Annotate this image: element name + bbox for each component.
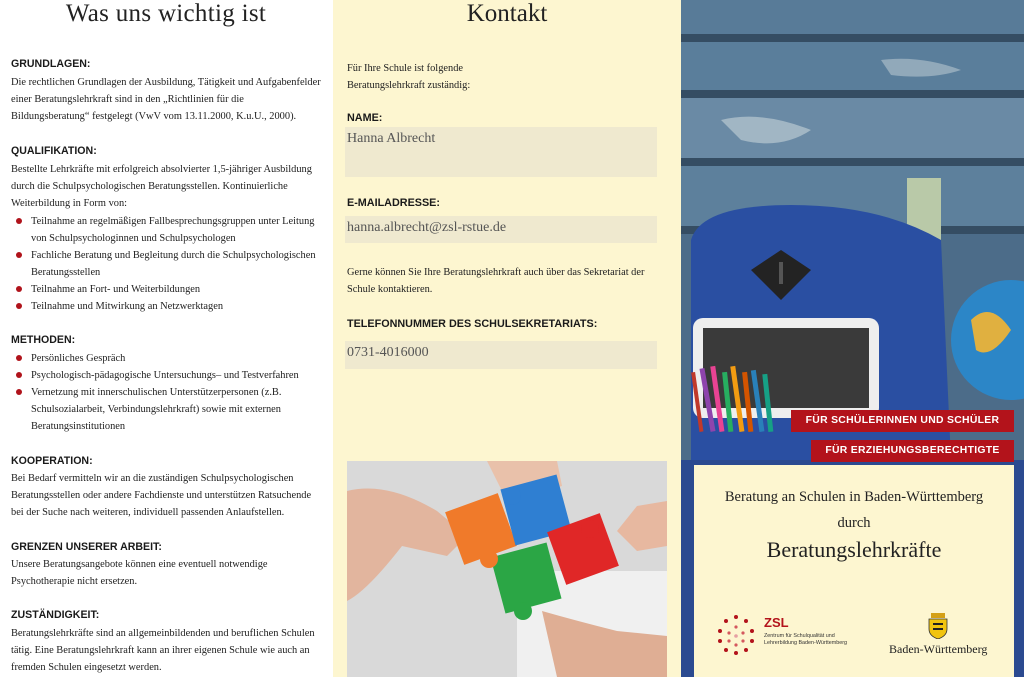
column-title-kontakt: Kontakt <box>466 0 548 27</box>
list-item: Fachliche Beratung und Begleitung durch die Schulpsychologischen Beratungsstellen <box>11 247 321 281</box>
contact-note: Gerne können Sie Ihre Beratungslehrkraft auch über das Sekretariat der Schule kontaktieren. <box>347 267 645 295</box>
list-item: Teilnahme an Fort- und Weiterbildungen <box>11 281 321 298</box>
bullet-icon <box>16 303 22 309</box>
bullet-icon <box>16 218 22 224</box>
phone-label: TELEFONNUMMER DES SCHULSEKRETARIATS: <box>347 318 598 330</box>
text-zustaendigkeit: Beratungslehrkräfte sind an allgemeinbildenden und beruflichen Schulen tätig. Eine Beratungslehrkraft kann an ihrer eigenen Schule wie auch an fremden Schulen eingesetzt werden. <box>11 628 315 673</box>
bw-logo-text: Baden-Württemberg <box>889 642 988 656</box>
list-item: Psychologisch-pädagogische Untersuchungs– und Testverfahren <box>11 367 321 384</box>
name-label: NAME: <box>347 112 383 124</box>
heading-kooperation: KOOPERATION: <box>11 455 93 467</box>
bullet-icon <box>16 252 22 258</box>
text-grundlagen: Die rechtlichen Grundlagen der Ausbildung, Tätigkeit und Aufgabenfelder einer Beratungslehrkraft sind in den „Richtlinien für die Bildungsberatung“ festgelegt (VwV vom 13.11.2000, K.u.U., 2000). <box>11 77 321 122</box>
cover-line-2: durch <box>837 515 871 531</box>
list-item: Teilnahme an regelmäßigen Fallbesprechungsgruppen unter Leitung von Schulpsychologinnen und Schulpsychologen <box>11 213 321 247</box>
list-item: Teilnahme und Mitwirkung an Netzwerktagen <box>11 298 321 315</box>
heading-methoden: METHODEN: <box>11 334 76 346</box>
heading-qualifikation: QUALIFIKATION: <box>11 145 97 157</box>
bullet-icon <box>16 286 22 292</box>
cover-column <box>681 0 1024 677</box>
text-grenzen: Unsere Beratungsangebote können eine eventuell notwendige Psychotherapie nicht ersetzen. <box>11 559 268 587</box>
bw-coat-of-arms-icon <box>927 613 949 639</box>
puzzle-illustration <box>347 461 667 677</box>
methoden-list <box>11 350 321 435</box>
contact-column <box>333 0 681 677</box>
text-kooperation: Bei Bedarf vermitteln wir an die zuständigen Schulpsychologischen Beratungsstellen oder andere Fachdienste und unterstützen Ratsuchende bei der Suche nach weiteren, individuell passenden Anlaufstellen. <box>11 473 312 518</box>
info-column <box>0 0 333 677</box>
email-label: E-MAILADRESSE: <box>347 197 440 209</box>
zsl-logo-subtitle: Zentrum für Schulqualität und Lehrerbildung Baden-Württemberg <box>764 633 848 646</box>
column-title-wichtig: Was uns wichtig ist <box>65 0 267 27</box>
banner-erziehungsberechtigte: FÜR ERZIEHUNGSBERECHTIGTE <box>811 440 1014 462</box>
text-qualifikation: Bestellte Lehrkräfte mit erfolgreich absolvierter 1,5-jähriger Ausbildung durch die Schulpsychologischen Beratungsstellen. Kontinuierliche Weiterbildung in Form von: <box>11 164 312 209</box>
cover-line-1: Beratung an Schulen in Baden-Württemberg <box>724 489 984 505</box>
bullet-icon <box>16 389 22 395</box>
bullet-icon <box>16 372 22 378</box>
zsl-logo-title: ZSL <box>764 615 789 630</box>
puzzle-hands-image <box>347 461 667 677</box>
phone-field: 0731-4016000 <box>345 341 657 369</box>
qualifikation-list <box>11 213 321 315</box>
list-item: Persönliches Gespräch <box>11 350 321 367</box>
heading-zustaendigkeit: ZUSTÄNDIGKEIT: <box>11 609 100 621</box>
banner-schueler: FÜR SCHÜLERINNEN UND SCHÜLER <box>791 410 1014 432</box>
list-item: Vernetzung mit innerschulischen Unterstützerpersonen (z.B. Schulsozialarbeit, Verbindungslehrkraft) sowie mit externen Beratungsinstitutionen <box>11 384 321 435</box>
cover-title: Beratungslehrkräfte <box>766 537 942 562</box>
heading-grundlagen: GRUNDLAGEN: <box>11 58 91 70</box>
zsl-logo-icon <box>714 613 758 657</box>
cover-card <box>694 465 1014 677</box>
heading-grenzen: GRENZEN UNSERER ARBEIT: <box>11 541 162 553</box>
name-field: Hanna Albrecht <box>345 127 657 177</box>
email-field: hanna.albrecht@zsl-rstue.de <box>345 216 657 243</box>
contact-intro: Für Ihre Schule ist folgende Beratungslehrkraft zuständig: <box>347 63 471 91</box>
bullet-icon <box>16 355 22 361</box>
